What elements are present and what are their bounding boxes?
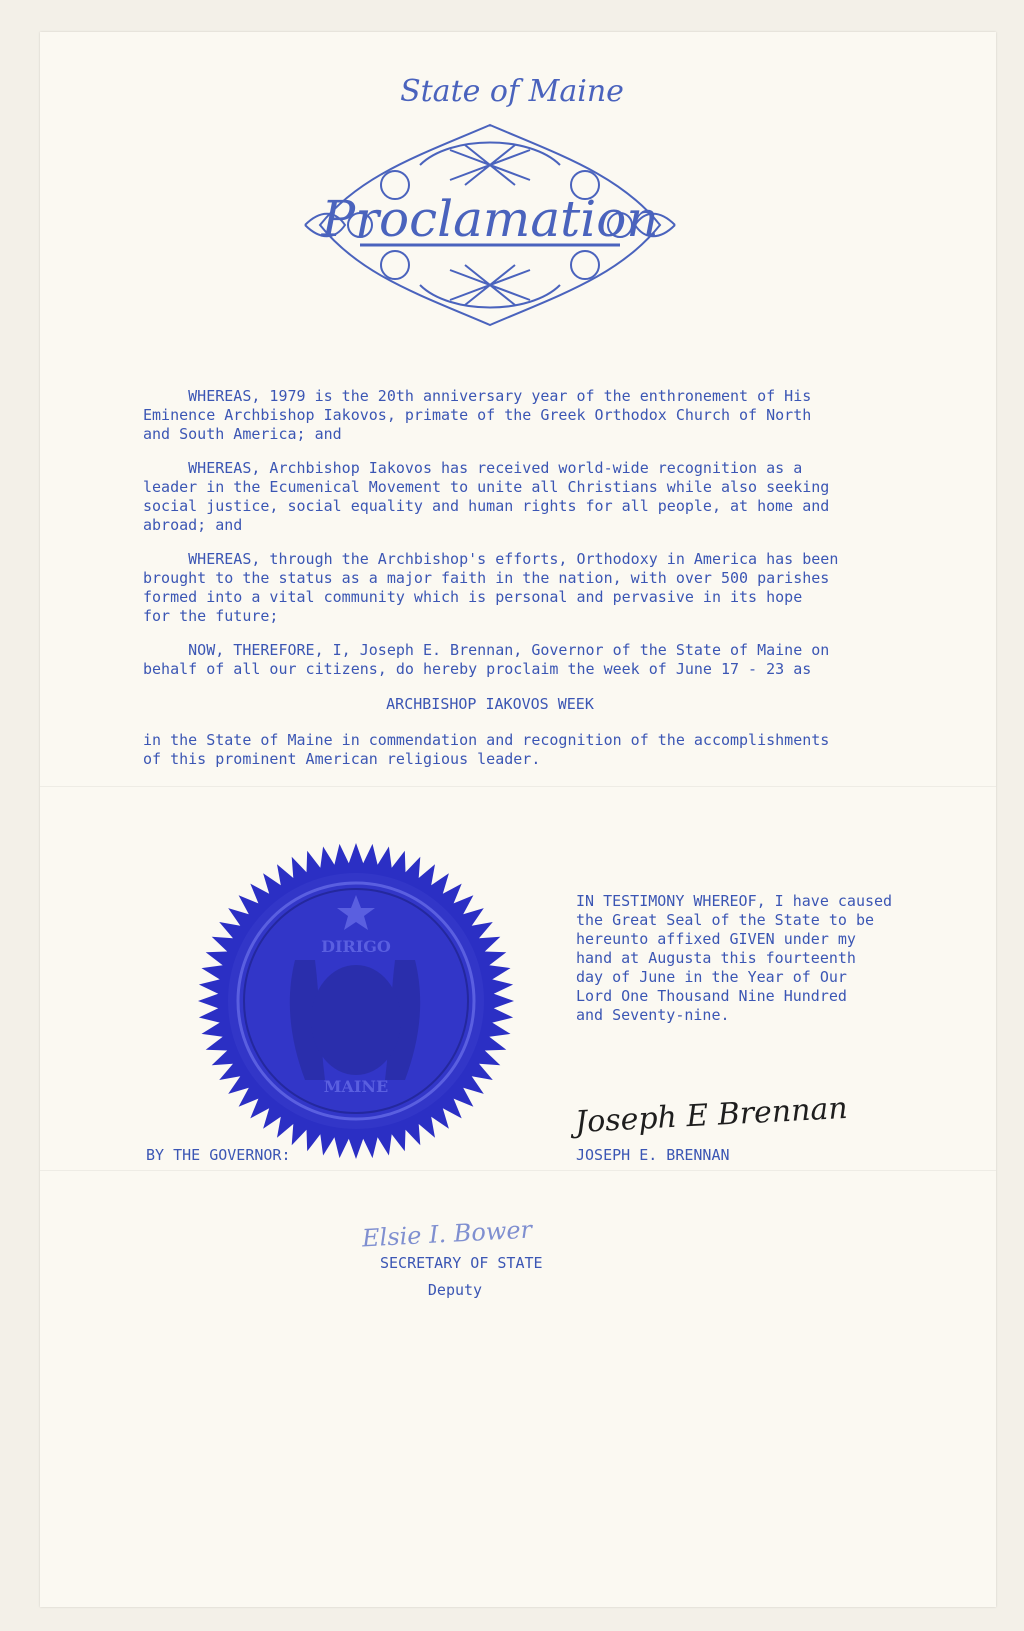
secretary-of-state-title: SECRETARY OF STATE [380, 1254, 543, 1272]
whereas-paragraph-2: WHEREAS, Archbishop Iakovos has received world-wide recognition as a leader in the Ecumenical Movement to unite all Christians while also seeking social justice, social equality and human rights for all people, at home and abroad; and [143, 459, 830, 534]
whereas-paragraph-3: WHEREAS, through the Archbishop's efforts, Orthodoxy in America has been brought to the status as a major faith in the nation, with over 500 parishes formed into a vital community which is personal and pervasive in its hope for the future; [143, 550, 839, 625]
seal-motto: DIRIGO [321, 937, 391, 956]
fold-line [40, 1170, 996, 1171]
great-seal-of-maine [195, 840, 517, 1162]
testimony-text: IN TESTIMONY WHEREOF, I have caused the Great Seal of the State to be hereunto affixed GIVEN under my hand at Augusta this fourteenth day of June in the Year of Our Lord One Thousand Nine Hundred and Seventy-nine. [576, 892, 893, 1024]
proclamation-title: Proclamation [321, 190, 659, 248]
fold-line [40, 786, 996, 787]
governor-signature: Joseph E Brennan [574, 1090, 849, 1141]
state-of-maine-heading: State of Maine [400, 74, 624, 109]
by-the-governor-label: BY THE GOVERNOR: [146, 1146, 291, 1164]
secretary-signature: Elsie I. Bower [361, 1215, 533, 1253]
commendation-paragraph: in the State of Maine in commendation and recognition of the accomplishments of this prominent American religious leader. [143, 731, 830, 768]
now-therefore-paragraph: NOW, THEREFORE, I, Joseph E. Brennan, Governor of the State of Maine on behalf of all our citizens, do hereby proclaim the week of June 17 - 23 as [143, 641, 830, 678]
whereas-paragraph-1: WHEREAS, 1979 is the 20th anniversary year of the enthronement of His Eminence Archbishop Iakovos, primate of the Greek Orthodox Church of North and South America; and [143, 387, 812, 443]
governor-name: JOSEPH E. BRENNAN [576, 1146, 730, 1164]
seal-state-name: MAINE [323, 1077, 389, 1096]
week-title: ARCHBISHOP IAKOVOS WEEK [386, 695, 594, 713]
deputy-label: Deputy [427, 1281, 483, 1299]
